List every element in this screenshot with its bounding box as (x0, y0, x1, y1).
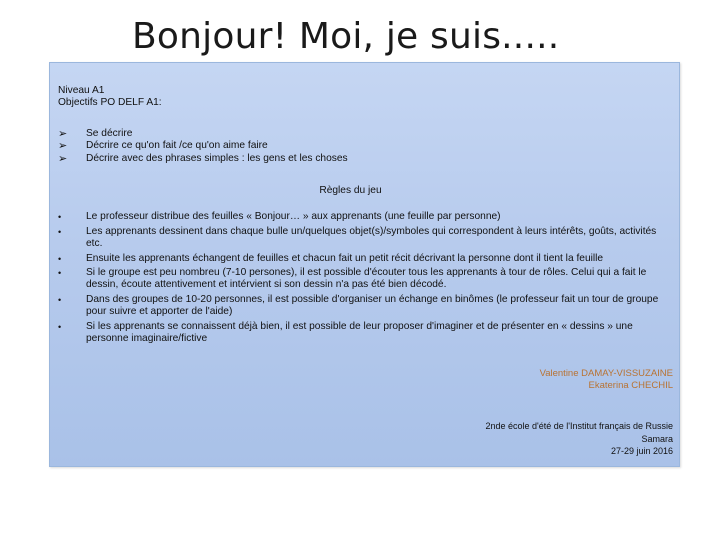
rule-item (58, 211, 673, 223)
event-footer (58, 420, 673, 457)
objective-item (58, 128, 673, 140)
slide-title: Bonjour! Moi, je suis..... (132, 16, 560, 57)
rule-item (58, 294, 673, 319)
rule-text: Les apprenants dessinent dans chaque bulle un/quelques objet(s)/symboles qui correspondent à leurs intérêts, goûts, activités etc. (86, 225, 657, 250)
rule-text: Dans des groupes de 10-20 personnes, il est possible d'organiser un échange en binômes (le professeur fait un tour de groupe pour suivre et apporter de l'aide) (86, 293, 659, 318)
panel-content (58, 85, 673, 458)
objective-item (58, 153, 673, 165)
rule-text: Si le groupe est peu nombreu (7-10 persones), il est possible d'écouter tous les apprenants à tour de rôles. Celui qui a fait le dessin, écoute attentivement et intérvient si son dessin n'a pas été bien décodé. (86, 267, 647, 291)
objective-text: Décrire ce qu'on fait /ce qu'on aime faire (86, 140, 268, 152)
author-name: Valentine DAMAY-VISSUZAINE (539, 367, 673, 379)
rules-heading: Règles du jeu (319, 185, 382, 197)
objective-text: Se décrire (86, 127, 133, 139)
dot-bullet-icon: • (58, 253, 62, 264)
rule-text: Le professeur distribue des feuilles « Bonjour… » aux apprenants (une feuille par personne) (86, 211, 501, 223)
dot-bullet-icon: • (58, 268, 62, 279)
dot-bullet-icon: • (58, 321, 62, 332)
rule-item (58, 226, 673, 251)
objectives-label: Objectifs PO DELF A1: (58, 97, 162, 109)
dot-bullet-icon: • (58, 226, 62, 237)
arrow-bullet-icon: ➢ (58, 152, 68, 165)
dot-bullet-icon: • (58, 212, 62, 223)
rule-item (58, 267, 673, 292)
event-city: Samara (641, 433, 673, 444)
arrow-bullet-icon: ➢ (58, 127, 68, 140)
rule-item (58, 253, 673, 265)
author-name: Ekaterina CHECHIL (588, 379, 673, 391)
dot-bullet-icon: • (58, 294, 62, 305)
objectives-list (58, 128, 673, 165)
event-name: 2nde école d'été de l'Institut français de Russie (485, 421, 673, 432)
objective-item (58, 140, 673, 152)
event-dates: 27-29 juin 2016 (610, 446, 673, 457)
rule-item (58, 321, 673, 346)
content-panel (49, 62, 680, 467)
authors-block (58, 368, 673, 393)
arrow-bullet-icon: ➢ (58, 140, 68, 153)
rules-list (58, 211, 673, 345)
rule-text: Si les apprenants se connaissent déjà bien, il est possible de leur proposer d'imaginer et de présenter en « dessins » une personne imaginaire/fictive (86, 320, 633, 345)
rule-text: Ensuite les apprenants échangent de feuilles et chacun fait un petit récit décrivant la personne dont il tient la feuille (86, 252, 604, 264)
objective-text: Décrire avec des phrases simples : les gens et les choses (86, 152, 348, 164)
level-label: Niveau A1 (58, 85, 105, 96)
